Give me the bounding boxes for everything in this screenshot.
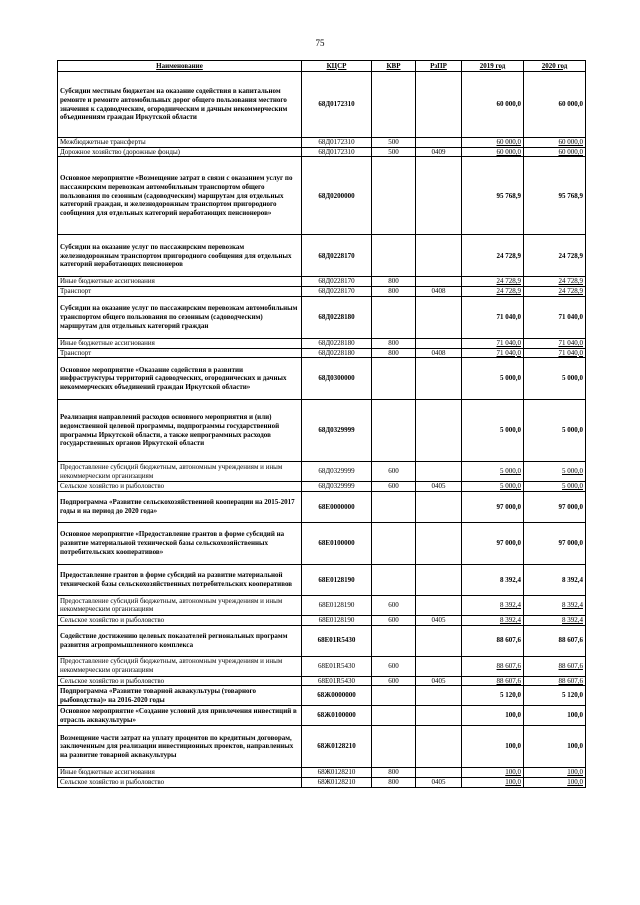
cell-kcsr: 68Ж0128210 xyxy=(302,768,372,778)
cell-2019: 60 000,0 xyxy=(462,138,524,148)
table-row xyxy=(58,778,586,788)
cell-rzpr: 0405 xyxy=(416,676,462,686)
cell-name: Предоставление субсидий бюджетным, автономным учреждениям и иным некоммерческим организациям xyxy=(58,462,302,482)
table-row xyxy=(58,522,586,564)
cell-2020: 24 728,9 xyxy=(524,235,586,277)
cell-kcsr: 68Д0172310 xyxy=(302,72,372,138)
cell-2019: 8 392,4 xyxy=(462,615,524,625)
column-header-name: Наименование xyxy=(58,61,302,72)
cell-rzpr xyxy=(416,296,462,338)
cell-kcsr: 68Д0228180 xyxy=(302,348,372,358)
cell-2019: 88 607,6 xyxy=(462,656,524,676)
column-header-2019: 2019 год xyxy=(462,61,524,72)
cell-name: Дорожное хозяйство (дорожные фонды) xyxy=(58,147,302,157)
cell-2020: 8 392,4 xyxy=(524,595,586,615)
cell-kcsr: 68Е0128190 xyxy=(302,615,372,625)
cell-2020: 8 392,4 xyxy=(524,615,586,625)
cell-2020: 60 000,0 xyxy=(524,72,586,138)
cell-2019: 100,0 xyxy=(462,706,524,726)
cell-kvr xyxy=(372,726,416,768)
cell-rzpr xyxy=(416,625,462,656)
cell-rzpr xyxy=(416,277,462,287)
cell-kvr: 800 xyxy=(372,768,416,778)
cell-rzpr xyxy=(416,138,462,148)
cell-rzpr xyxy=(416,358,462,400)
cell-2020: 24 728,9 xyxy=(524,277,586,287)
cell-kcsr: 68Д0228180 xyxy=(302,296,372,338)
table-row xyxy=(58,726,586,768)
cell-2020: 88 607,6 xyxy=(524,625,586,656)
cell-2019: 8 392,4 xyxy=(462,564,524,595)
cell-kvr: 800 xyxy=(372,348,416,358)
column-header-2020: 2020 год xyxy=(524,61,586,72)
table-row xyxy=(58,138,586,148)
cell-kvr: 500 xyxy=(372,147,416,157)
cell-2019: 60 000,0 xyxy=(462,147,524,157)
table-row xyxy=(58,358,586,400)
cell-kvr: 600 xyxy=(372,595,416,615)
table-row xyxy=(58,656,586,676)
table-row xyxy=(58,348,586,358)
table-row xyxy=(58,686,586,706)
cell-rzpr xyxy=(416,157,462,235)
cell-kvr: 600 xyxy=(372,656,416,676)
cell-kvr xyxy=(372,625,416,656)
cell-kvr: 600 xyxy=(372,676,416,686)
cell-kcsr: 68Д0228170 xyxy=(302,287,372,297)
cell-kcsr: 68Д0329999 xyxy=(302,482,372,492)
column-header-rzpr: РзПР xyxy=(416,61,462,72)
cell-rzpr xyxy=(416,72,462,138)
page-number: 75 xyxy=(315,38,325,48)
cell-2019: 100,0 xyxy=(462,778,524,788)
table-row xyxy=(58,287,586,297)
table-row xyxy=(58,72,586,138)
cell-rzpr xyxy=(416,726,462,768)
cell-2020: 8 392,4 xyxy=(524,564,586,595)
cell-name: Сельское хозяйство и рыболовство xyxy=(58,778,302,788)
cell-kvr xyxy=(372,564,416,595)
cell-name: Иные бюджетные ассигнования xyxy=(58,338,302,348)
cell-kcsr: 68Ж0128210 xyxy=(302,778,372,788)
cell-2019: 24 728,9 xyxy=(462,277,524,287)
table-row xyxy=(58,482,586,492)
cell-2020: 95 768,9 xyxy=(524,157,586,235)
cell-2020: 5 000,0 xyxy=(524,400,586,462)
cell-rzpr xyxy=(416,656,462,676)
cell-name: Сельское хозяйство и рыболовство xyxy=(58,482,302,492)
cell-2019: 71 040,0 xyxy=(462,338,524,348)
cell-rzpr xyxy=(416,595,462,615)
table-header-row xyxy=(58,61,586,72)
cell-kcsr: 68Д0300000 xyxy=(302,358,372,400)
cell-kcsr: 68Ж0000000 xyxy=(302,686,372,706)
cell-kvr: 600 xyxy=(372,615,416,625)
table-row xyxy=(58,157,586,235)
cell-2020: 97 000,0 xyxy=(524,491,586,522)
cell-kcsr: 68Е01R5430 xyxy=(302,676,372,686)
table-row xyxy=(58,338,586,348)
cell-rzpr xyxy=(416,768,462,778)
cell-2019: 8 392,4 xyxy=(462,595,524,615)
cell-name: Сельское хозяйство и рыболовство xyxy=(58,676,302,686)
cell-2019: 71 040,0 xyxy=(462,348,524,358)
cell-rzpr xyxy=(416,522,462,564)
cell-kvr xyxy=(372,522,416,564)
cell-kcsr: 68Ж0128210 xyxy=(302,726,372,768)
cell-kcsr: 68Д0172310 xyxy=(302,147,372,157)
cell-rzpr xyxy=(416,491,462,522)
cell-2020: 88 607,6 xyxy=(524,656,586,676)
cell-rzpr xyxy=(416,235,462,277)
cell-kcsr: 68Д0228170 xyxy=(302,277,372,287)
cell-2019: 24 728,9 xyxy=(462,287,524,297)
table-row xyxy=(58,147,586,157)
table-row xyxy=(58,564,586,595)
cell-name: Субсидии на оказание услуг по пассажирским перевозкам автомобильным транспортом общего пользования по сезонным (садоводческим) маршрутам для отдельных категорий граждан xyxy=(58,296,302,338)
cell-kcsr: 68Е01R5430 xyxy=(302,656,372,676)
cell-2019: 5 000,0 xyxy=(462,462,524,482)
cell-2020: 97 000,0 xyxy=(524,522,586,564)
cell-rzpr xyxy=(416,338,462,348)
cell-2020: 60 000,0 xyxy=(524,147,586,157)
cell-2019: 100,0 xyxy=(462,768,524,778)
cell-2020: 24 728,9 xyxy=(524,287,586,297)
cell-rzpr xyxy=(416,706,462,726)
cell-name: Реализация направлений расходов основного мероприятия и (или) ведомственной целевой программы, подпрограммы государственной программы Иркутской области, а также непрограммных расходов государственных органов Иркутской области xyxy=(58,400,302,462)
cell-name: Содействие достижению целевых показателей региональных программ развития агропромышленного комплекса xyxy=(58,625,302,656)
cell-rzpr: 0405 xyxy=(416,482,462,492)
cell-2019: 5 000,0 xyxy=(462,400,524,462)
cell-kcsr: 68Д0329999 xyxy=(302,462,372,482)
cell-kcsr: 68Е01R5430 xyxy=(302,625,372,656)
cell-kvr: 800 xyxy=(372,277,416,287)
cell-kcsr: 68Е0000000 xyxy=(302,491,372,522)
cell-name: Транспорт xyxy=(58,348,302,358)
cell-2019: 24 728,9 xyxy=(462,235,524,277)
cell-name: Основное мероприятие «Возмещение затрат в связи с оказанием услуг по пассажирским перевозкам автомобильным транспортом общего пользования по сезонным (садоводческим) маршрутам для отдельных категорий граждан, и железнодорожным транспортом пригородного сообщения для отдельных категорий неработающих пенсионеров» xyxy=(58,157,302,235)
cell-rzpr: 0408 xyxy=(416,348,462,358)
cell-2019: 5 000,0 xyxy=(462,358,524,400)
table-row xyxy=(58,615,586,625)
cell-rzpr: 0405 xyxy=(416,778,462,788)
cell-2019: 5 000,0 xyxy=(462,482,524,492)
cell-2020: 5 000,0 xyxy=(524,462,586,482)
cell-2020: 71 040,0 xyxy=(524,338,586,348)
table-row xyxy=(58,491,586,522)
cell-2019: 95 768,9 xyxy=(462,157,524,235)
table-row xyxy=(58,296,586,338)
cell-kvr: 600 xyxy=(372,462,416,482)
cell-2020: 71 040,0 xyxy=(524,296,586,338)
cell-2020: 88 607,6 xyxy=(524,676,586,686)
cell-kvr xyxy=(372,358,416,400)
cell-kvr xyxy=(372,491,416,522)
cell-kcsr: 68Д0329999 xyxy=(302,400,372,462)
cell-rzpr: 0409 xyxy=(416,147,462,157)
cell-2020: 100,0 xyxy=(524,726,586,768)
table-row xyxy=(58,462,586,482)
cell-kcsr: 68Д0228180 xyxy=(302,338,372,348)
cell-rzpr xyxy=(416,462,462,482)
cell-name: Межбюджетные трансферты xyxy=(58,138,302,148)
cell-name: Предоставление субсидий бюджетным, автономным учреждениям и иным некоммерческим организациям xyxy=(58,595,302,615)
cell-kcsr: 68Д0200000 xyxy=(302,157,372,235)
table-body xyxy=(58,72,586,788)
cell-name: Основное мероприятие «Создание условий для привлечения инвестиций в отрасль аквакультуры» xyxy=(58,706,302,726)
cell-kcsr: 68Е0128190 xyxy=(302,564,372,595)
cell-2020: 5 000,0 xyxy=(524,358,586,400)
cell-kcsr: 68Д0172310 xyxy=(302,138,372,148)
cell-name: Субсидии местным бюджетам на оказание содействия в капитальном ремонте и ремонте автомобильных дорог общего пользования местного значения к садоводческим, огородническим и дачным некоммерческим объединениям граждан Иркутской области xyxy=(58,72,302,138)
cell-2019: 100,0 xyxy=(462,726,524,768)
table-row xyxy=(58,235,586,277)
cell-2019: 5 120,0 xyxy=(462,686,524,706)
cell-kvr xyxy=(372,72,416,138)
cell-2020: 100,0 xyxy=(524,768,586,778)
column-header-kvr: КВР xyxy=(372,61,416,72)
table-row xyxy=(58,625,586,656)
budget-table xyxy=(57,60,586,788)
cell-2019: 88 607,6 xyxy=(462,625,524,656)
cell-kvr xyxy=(372,296,416,338)
table-row xyxy=(58,768,586,778)
cell-2020: 5 000,0 xyxy=(524,482,586,492)
cell-kvr: 600 xyxy=(372,482,416,492)
cell-kvr xyxy=(372,686,416,706)
cell-name: Иные бюджетные ассигнования xyxy=(58,277,302,287)
cell-name: Основное мероприятие «Оказание содействия в развитии инфраструктуры территорий садоводческих, огороднических и дачных некоммерческих объединений граждан Иркутской области» xyxy=(58,358,302,400)
cell-2019: 97 000,0 xyxy=(462,491,524,522)
cell-kcsr: 68Е0100000 xyxy=(302,522,372,564)
table-row xyxy=(58,595,586,615)
cell-kvr: 800 xyxy=(372,338,416,348)
cell-2019: 88 607,6 xyxy=(462,676,524,686)
cell-name: Основное мероприятие «Предоставление грантов в форме субсидий на развитие материальной технической базы сельскохозяйственных потребительских кооперативов» xyxy=(58,522,302,564)
cell-2019: 97 000,0 xyxy=(462,522,524,564)
cell-kcsr: 68Е0128190 xyxy=(302,595,372,615)
cell-kvr: 500 xyxy=(372,138,416,148)
cell-2020: 100,0 xyxy=(524,778,586,788)
cell-kvr: 800 xyxy=(372,287,416,297)
cell-kvr xyxy=(372,157,416,235)
cell-kvr xyxy=(372,235,416,277)
cell-kvr: 800 xyxy=(372,778,416,788)
cell-name: Предоставление грантов в форме субсидий на развитие материальной технической базы сельскохозяйственных потребительских кооперативов xyxy=(58,564,302,595)
table-row xyxy=(58,400,586,462)
cell-2020: 100,0 xyxy=(524,706,586,726)
cell-2019: 60 000,0 xyxy=(462,72,524,138)
cell-2020: 60 000,0 xyxy=(524,138,586,148)
cell-kvr xyxy=(372,706,416,726)
cell-rzpr: 0408 xyxy=(416,287,462,297)
table-row xyxy=(58,277,586,287)
table-row xyxy=(58,676,586,686)
cell-rzpr: 0405 xyxy=(416,615,462,625)
cell-kvr xyxy=(372,400,416,462)
column-header-kcsr: КЦСР xyxy=(302,61,372,72)
cell-rzpr xyxy=(416,564,462,595)
cell-rzpr xyxy=(416,686,462,706)
cell-name: Сельское хозяйство и рыболовство xyxy=(58,615,302,625)
cell-name: Подпрограмма «Развитие товарной аквакультуры (товарного рыбоводства)» на 2016-2020 годы xyxy=(58,686,302,706)
cell-kcsr: 68Д0228170 xyxy=(302,235,372,277)
table-row xyxy=(58,706,586,726)
cell-name: Транспорт xyxy=(58,287,302,297)
cell-2020: 71 040,0 xyxy=(524,348,586,358)
cell-name: Субсидии на оказание услуг по пассажирским перевозкам железнодорожным транспортом пригородного сообщения для отдельных категорий неработающих пенсионеров xyxy=(58,235,302,277)
cell-2019: 71 040,0 xyxy=(462,296,524,338)
cell-kcsr: 68Ж0100000 xyxy=(302,706,372,726)
cell-rzpr xyxy=(416,400,462,462)
cell-2020: 5 120,0 xyxy=(524,686,586,706)
cell-name: Предоставление субсидий бюджетным, автономным учреждениям и иным некоммерческим организациям xyxy=(58,656,302,676)
cell-name: Иные бюджетные ассигнования xyxy=(58,768,302,778)
cell-name: Подпрограмма «Развитие сельскохозяйственной кооперации на 2015-2017 годы и на период до 2020 года» xyxy=(58,491,302,522)
cell-name: Возмещение части затрат на уплату процентов по кредитным договорам, заключенным для реализации инвестиционных проектов, направленных на развитие товарной аквакультуры xyxy=(58,726,302,768)
